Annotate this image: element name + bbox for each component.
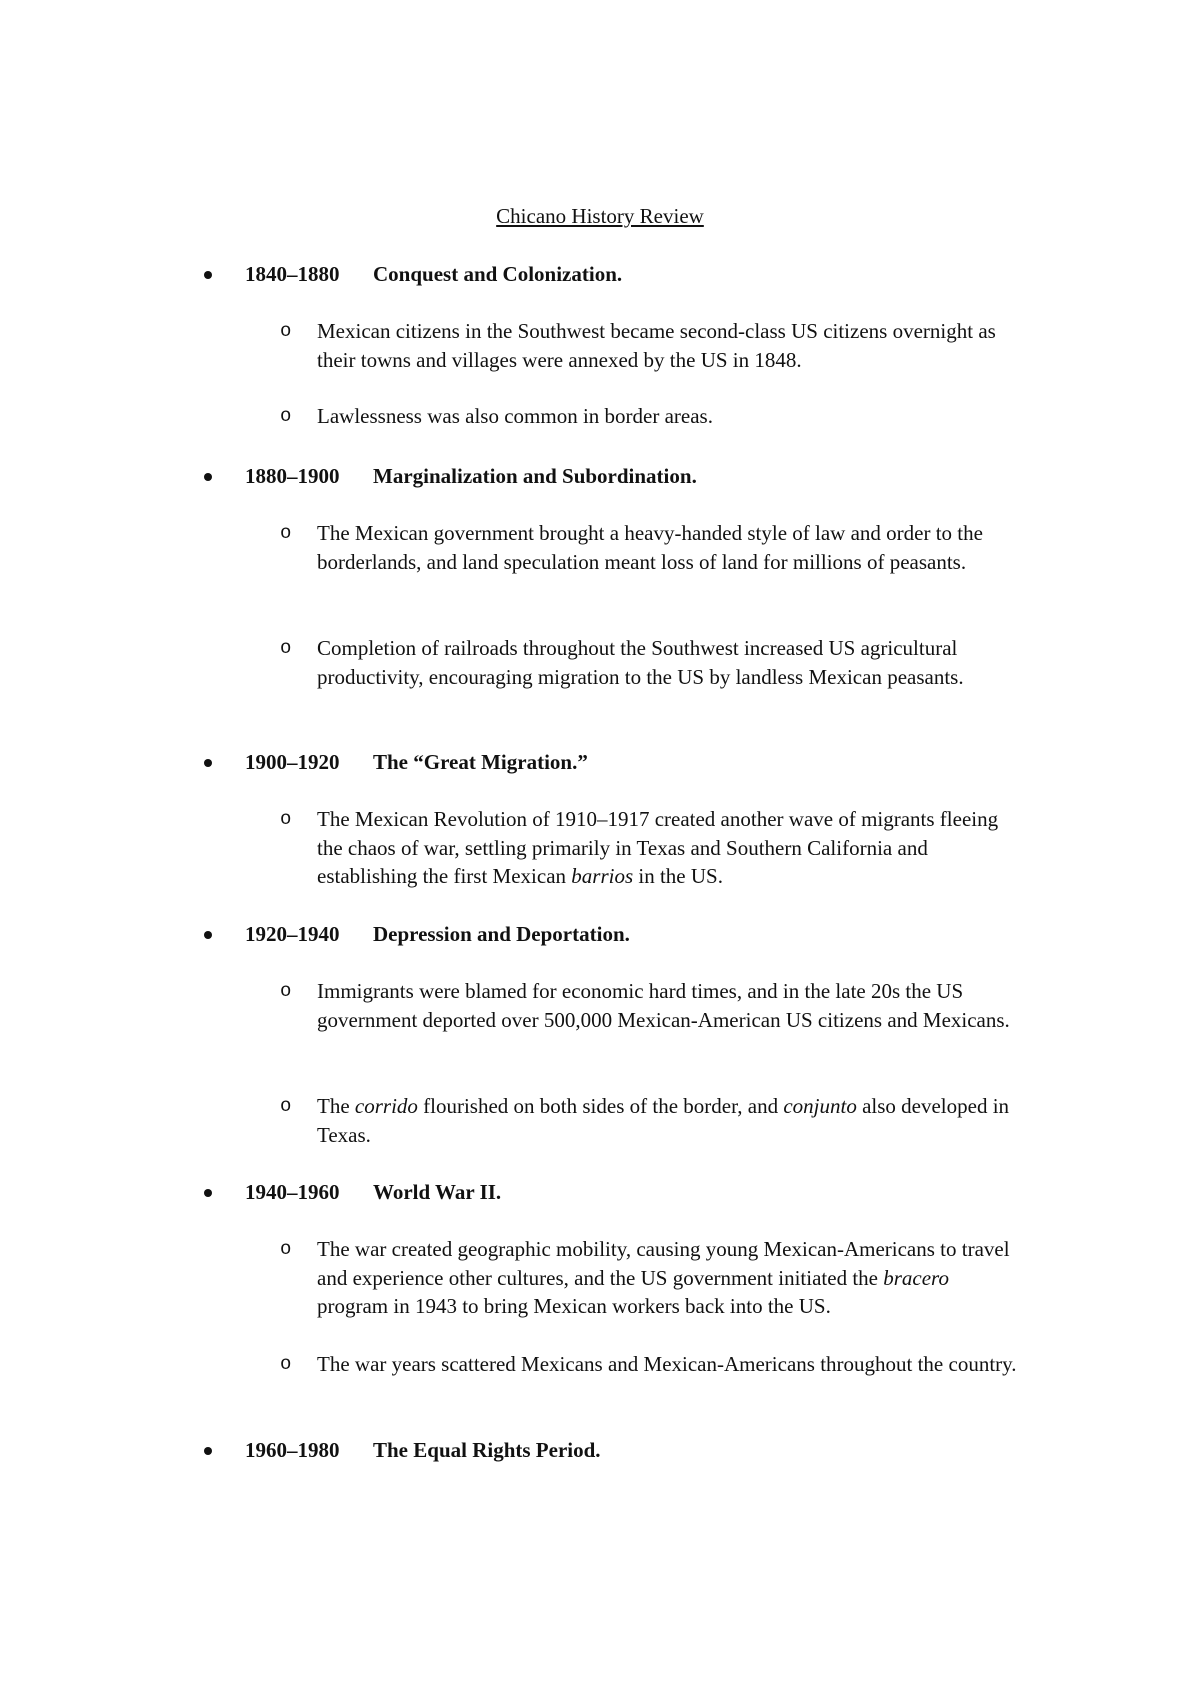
period-years: 1880–1900: [245, 464, 340, 488]
period-title: Conquest and Colonization.: [373, 262, 623, 286]
document-title: Chicano History Review: [496, 204, 704, 228]
bullet-icon: [204, 1189, 212, 1197]
period-title: The Equal Rights Period.: [373, 1438, 601, 1462]
period-years: 1940–1960: [245, 1180, 340, 1204]
bullet-icon: [204, 271, 212, 279]
period-title: Depression and Deportation.: [373, 922, 630, 946]
period-years: 1960–1980: [245, 1438, 340, 1462]
bullet-icon: [204, 931, 212, 939]
sub-bullet-icon: o: [280, 405, 292, 427]
item-text: The corrido flourished on both sides of the border, and conjunto also developed in Texas.: [317, 1094, 1010, 1147]
sub-bullet-icon: o: [280, 1095, 292, 1117]
bullet-icon: [204, 1447, 212, 1455]
sub-bullet-icon: o: [280, 637, 292, 659]
bullet-icon: [204, 473, 212, 481]
item-text: The Mexican government brought a heavy-handed style of law and order to the borderlands, and land speculation meant loss of land for millions of peasants.: [317, 521, 983, 574]
item-text: Immigrants were blamed for economic hard times, and in the late 20s the US government deported over 500,000 Mexican-American US citizens and Mexicans.: [317, 979, 1010, 1032]
sub-bullet-icon: o: [280, 808, 292, 830]
item-text: The war years scattered Mexicans and Mexican-Americans throughout the country.: [317, 1352, 1017, 1376]
item-text: Mexican citizens in the Southwest became second-class US citizens overnight as their towns and villages were annexed by the US in 1848.: [317, 319, 996, 372]
item-text: Lawlessness was also common in border areas.: [317, 404, 713, 428]
item-text: The war created geographic mobility, causing young Mexican-Americans to travel and experience other cultures, and the US government initiated the bracero program in 1943 to bring Mexican workers back into the US.: [317, 1237, 1010, 1318]
item-text: The Mexican Revolution of 1910–1917 created another wave of migrants fleeing the chaos of war, settling primarily in Texas and Southern California and establishing the first Mexican barrios in the US.: [317, 807, 999, 888]
period-years: 1920–1940: [245, 922, 340, 946]
period-title: Marginalization and Subordination.: [373, 464, 697, 488]
sub-bullet-icon: o: [280, 1353, 292, 1375]
period-years: 1840–1880: [245, 262, 340, 286]
sub-bullet-icon: o: [280, 320, 292, 342]
period-years: 1900–1920: [245, 750, 340, 774]
sub-bullet-icon: o: [280, 522, 292, 544]
sub-bullet-icon: o: [280, 980, 292, 1002]
period-title: World War II.: [373, 1180, 502, 1204]
item-text: Completion of railroads throughout the Southwest increased US agricultural productivity, encouraging migration to the US by landless Mexican peasants.: [317, 636, 964, 689]
bullet-icon: [204, 759, 212, 767]
sub-bullet-icon: o: [280, 1238, 292, 1260]
period-title: The “Great Migration.”: [373, 750, 588, 774]
